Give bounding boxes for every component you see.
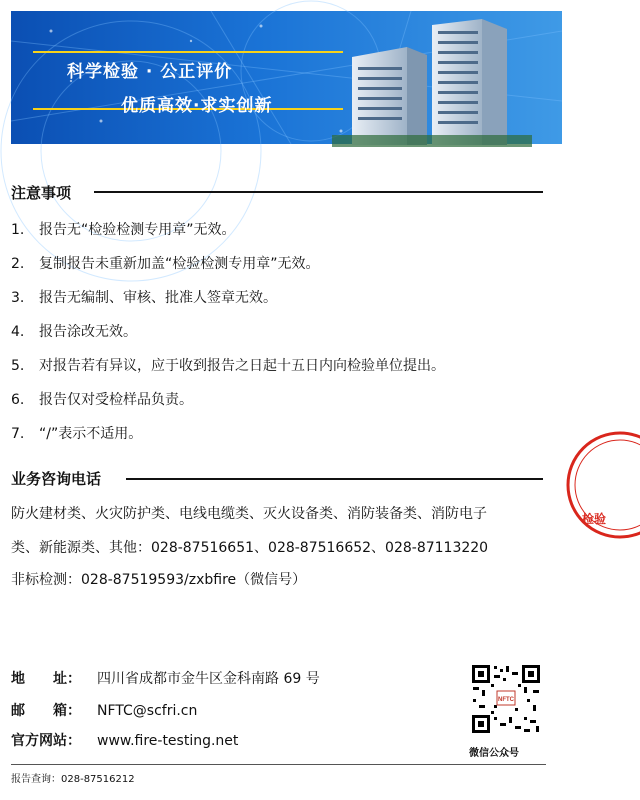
list-item (11, 349, 445, 383)
list-item-number: 3. (11, 290, 25, 306)
business-title: 业务咨询电话 (11, 470, 102, 488)
list-item-text: “/”表示不适用。 (39, 426, 143, 442)
buildings-image (332, 17, 532, 147)
list-item (11, 281, 445, 315)
list-item-text: 报告无“检验检测专用章”无效。 (39, 222, 236, 238)
list-item (11, 315, 445, 349)
notes-title-rule (94, 191, 543, 193)
footer-divider (11, 764, 546, 765)
business-nonstandard-line: 非标检测：028-87519593/zxbfire（微信号） (11, 572, 307, 588)
list-item-text: 报告仅对受检样品负责。 (39, 392, 193, 408)
slogan-line-1: 科学检验 · 公正评价 (67, 62, 233, 82)
list-item-text: 报告涂改无效。 (39, 324, 137, 340)
list-item (11, 247, 445, 281)
business-categories-line-2: 类、新能源类、其他：028-87516651、028-87516652、028-87113220 (11, 540, 489, 556)
list-item-number: 4. (11, 324, 25, 340)
qr-center-label: NFTC (498, 697, 514, 703)
website-link[interactable]: www.fire-testing.net (97, 733, 239, 749)
address-row (11, 668, 320, 688)
list-item-text: 对报告若有异议，应于收到报告之日起十五日内向检验单位提出。 (39, 358, 445, 374)
list-item (11, 383, 445, 417)
address-value: 四川省成都市金牛区金科南路 69 号 (97, 671, 320, 687)
notes-title: 注意事项 (11, 184, 72, 202)
stamp-text: 检验 (582, 512, 607, 526)
address-label: 地 址： (11, 671, 81, 687)
business-title-rule (126, 478, 543, 480)
inspection-stamp (560, 425, 640, 545)
list-item-number: 1. (11, 222, 25, 238)
list-item (11, 417, 445, 451)
website-row (11, 730, 238, 750)
email-label: 邮 箱： (11, 703, 81, 719)
qr-caption: 微信公众号 (469, 748, 519, 759)
list-item-number: 7. (11, 426, 25, 442)
email-link[interactable]: NFTC@scfri.cn (97, 703, 198, 719)
website-label: 官方网站： (11, 733, 81, 749)
business-categories-line-1: 防火建材类、火灾防护类、电线电缆类、灭火设备类、消防装备类、消防电子 (11, 506, 487, 522)
header-banner (11, 11, 562, 144)
notes-list (11, 213, 445, 451)
list-item-number: 5. (11, 358, 25, 374)
list-item-number: 2. (11, 256, 25, 272)
list-item-number: 6. (11, 392, 25, 408)
email-row (11, 700, 197, 720)
list-item-text: 报告无编制、审核、批准人签章无效。 (39, 290, 277, 306)
list-item-text: 复制报告未重新加盖“检验检测专用章”无效。 (39, 256, 320, 272)
list-item (11, 213, 445, 247)
wechat-qr-code (470, 663, 542, 735)
slogan-line-2: 优质高效·求实创新 (121, 96, 273, 116)
report-query-footer: 报告查询：028-87516212 (11, 774, 135, 785)
